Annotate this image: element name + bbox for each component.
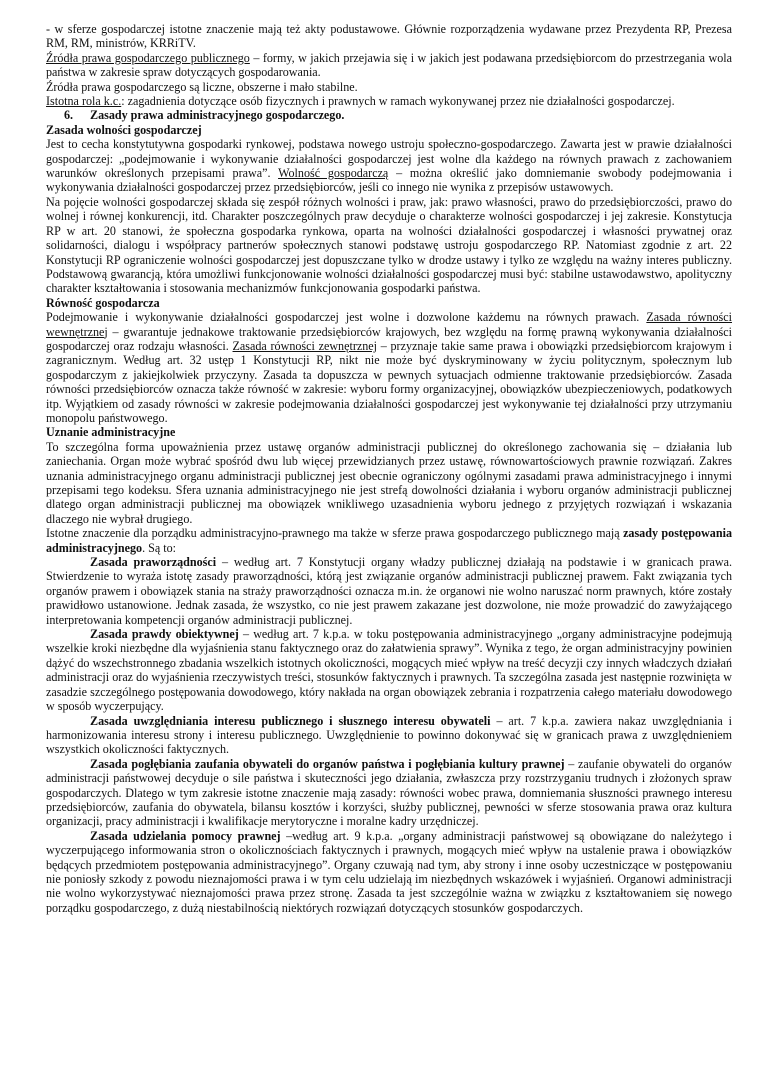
uznanie-heading: Uznanie administracyjne	[46, 425, 176, 440]
uznanie-paragraph-1: To szczególna forma upoważnienia przez ustawę organów administracji publicznej do określonego zachowania się – działania lub zaniechania. Organ może wybrać spośród dwu lub więcej przewidzianych przez ustawę, równowartościowych prawnie rozwiązań. Zakres uznania administracyjnego organu administracji publicznej jest obecnie ograniczony ogólnymi zasadami prawa administracyjnego i innymi przepisami tego kodeksu. Sfera uznania administracyjnego nie jest strefą dowolności działania i wyboru organów administracji publicznej dlatego organ administracji publicznej ma obowiązek wnikliwego uzasadnienia wyboru jednego z przyjętych rozwiązań i wskazania dlaczego nie wybrał drugiego.	[46, 439, 732, 526]
zasada-text: –według art. 9 k.p.a. „organy administracji państwowej są obowiązane do należytego i wyczerpującego informowania stron o okolicznościach faktycznych i prawnych, mogących mieć wpływ na ustalenie prawa i obowiązków będących przedmiotem postępowania administracyjnego”. Organy czuwają nad tym, aby strony i inne osoby uczestniczące w postępowaniu nie poniosły szkody z powodu nieznajomości prawa i w tym celu udzielają im niezbędnych wskazówek i wyjaśnień. Organowi administracji nie wolno wykorzystywać nieznajomości prawa przez stronę. Zasada ta jest szczególnie ważna w związku z kształtowaniem się nowego porządku gospodarczego, z dużą niestabilnością niektórych rozwiązań dotyczących stosunków gospodarczych.	[46, 828, 732, 915]
zasada-name: Zasada pogłębiania zaufania obywateli do organów państwa i pogłębiania kultury prawnej	[90, 756, 565, 771]
zasada-text: – art. 7 k.p.a. zawiera nakaz uwzględniania i harmonizowania interesu strony i interesu publicznego. Uwzględnienie to powinno dokonywać się w granicach prawa z uwzględnieniem wszystkich okoliczności faktycznych.	[46, 713, 732, 757]
zasada-name: Zasada praworządności	[90, 555, 217, 570]
rownosc-text-c: – przyznaje takie same prawa i obowiązki przedsiębiorcom krajowym i zagranicznym. Według art. 32 ustęp 1 Konstytucji RP, nikt nie może być dyskryminowany w życiu politycznym, społecznym lub gospodarczym z jakiejkolwiek przyczyny. Zasada ta dopuszcza w pewnych sytuacjach odmienne traktowanie przedsiębiorców. Zasada równości przedsiębiorców oznacza także równość w zakresie: wyboru formy organizacyjnej, obowiązków ubezpieczeniowych, podatkowych itp. Wyjątkiem od zasady równości w zakresie podejmowania działalności gospodarczej jest wykonywanie tej działalności przy utrzymaniu monopolu państwowego.	[46, 338, 733, 425]
wolnosc-paragraph-1	[46, 137, 732, 195]
wolnosc-paragraph-2: Na pojęcie wolności gospodarczej składa się zespół różnych wolności i praw, jak: prawo własności, prawo do przedsiębiorczości, prawo do wolnej i równej konkurencji, itd. Charakter poszczególnych praw decyduje o charakterze wolności gospodarczej i jej zakresie. Konstytucja RP w art. 20 stanowi, że społeczna gospodarka rynkowa, oparta na wolności działalności gospodarczej i własności prywatnej oraz solidarności, dialogu i współpracy partnerów społecznych stanowi podstawę ustroju gospodarczego RP. Natomiast zgodnie z art. 22 Konstytucji RP ograniczenie wolności gospodarczej jest dopuszczane tylko w drodze ustawy i tylko ze względu na ważny interes publiczny. Podstawową gwarancją, która umożliwi funkcjonowanie wolności działalności gospodarczej musi być: stabilne ustawodawstwo, apolityczny charakter kształtowania i stosowania mechanizmów funkcjonowania gospodarki państwa.	[46, 194, 732, 296]
rownosc-heading: Równość gospodarcza	[46, 295, 160, 310]
zasada-name: Zasada udzielania pomocy prawnej	[90, 828, 281, 843]
intro-rola-paragraph	[46, 94, 732, 108]
intro-zrodla-note: Źródła prawa gospodarczego są liczne, obszerne i mało stabilne.	[46, 79, 358, 94]
zasada-pomocy-prawnej	[46, 829, 732, 915]
rownosc-text-a: Podejmowanie i wykonywanie działalności gospodarczej jest wolne i dozwolone każdemu na równych prawach.	[46, 310, 647, 325]
rownosc-term-zewnetrzna: Zasada równości zewnętrznej	[232, 338, 377, 353]
zasada-prawdy-obiektywnej	[46, 627, 732, 713]
zasada-name: Zasada uwzględniania interesu publicznego i słusznego interesu obywateli	[90, 713, 491, 728]
intro-akty-podustawowe: - w sferze gospodarczej istotne znaczenie mają też akty podustawowe. Głównie rozporządzenia wydawane przez Prezydenta RP, Prezesa RM, RM, ministrów, KRRiTV.	[46, 22, 732, 51]
zrodla-term: Źródła prawa gospodarczego publicznego	[46, 50, 250, 65]
rola-definition: : zagadnienia dotyczące osób fizycznych i prawnych w ramach wykonywanej przez nie działalności gospodarczej.	[121, 94, 675, 109]
rownosc-paragraph	[46, 310, 732, 425]
uznanie-paragraph-2	[46, 526, 732, 555]
uznanie-bold-term: zasady postępowania administracyjnego	[46, 526, 732, 555]
section-number: 6.	[64, 108, 74, 123]
section-title: Zasady prawa administracyjnego gospodarczego.	[90, 108, 345, 123]
zasada-praworzadnosci	[46, 555, 732, 627]
wolnosc-text-a: Jest to cecha konstytutywna gospodarki rynkowej, podstawa nowego ustroju społeczno-gospodarczego. Zawarta jest w prawie działalności gospodarczej: „podejmowanie i wykonywanie działalności gospodarczej jest wolne dla każdego na równych prawach z zachowaniem warunków określonych przepisami prawa”.	[46, 137, 732, 181]
intro-zrodla-paragraph	[46, 51, 732, 80]
uznanie-text-a: Istotne znaczenie dla porządku administracyjno-prawnego ma także w sferze prawa gospodarczego publicznego mają	[46, 526, 624, 541]
wolnosc-term: Wolność gospodarczą	[278, 166, 389, 181]
wolnosc-heading: Zasada wolności gospodarczej	[46, 122, 202, 137]
zasada-name: Zasada prawdy obiektywnej	[90, 627, 239, 642]
section-6-heading	[46, 108, 732, 122]
uznanie-text-b: . Są to:	[142, 540, 177, 555]
rola-term: Istotna rola k.c.	[46, 94, 122, 109]
rownosc-term-wewnetrzna: Zasada równości wewnętrznej	[46, 310, 732, 339]
rownosc-text-b: – gwarantuje jednakowe traktowanie przedsiębiorców krajowych, bez względu na formę prawną wykonywania działalności gospodarczej oraz rodzaju własności.	[46, 324, 732, 353]
zasada-interesu-publicznego	[46, 714, 732, 757]
zasada-text: – według art. 7 Konstytucji organy władzy publicznej działają na podstawie i w granicach prawa. Stwierdzenie to wyraża istotę zasady praworządności, którą jest związanie organów administracji publicznej prawem. Fakt związania tych organów prawem i obowiązek stania na straży praworządności oznacza m.in. że organowi nie wolno naruszać norm prawnych, które zostały prawidłowo ustanowione. Jednak zasada, że wszystko, co nie jest prawem zakazane jest dozwolone, nie może prowadzić do zawyżającego interpretowania kompetencji organów administracji publicznej.	[46, 555, 732, 627]
zrodla-definition: – formy, w jakich przejawia się i w jakich jest podawana przedsiębiorcom do przestrzegania wola państwa w zakresie spraw dotyczących gospodarowania.	[46, 50, 732, 80]
zasada-zaufania-obywateli	[46, 757, 732, 829]
zasada-text: – według art. 7 k.p.a. w toku postępowania administracyjnego „organy administracyjne podejmują wszelkie kroki niezbędne dla wyjaśnienia stanu faktycznego oraz do załatwienia sprawy”. Wynika z tego, że organ administracyjny powinien dążyć do wszechstronnego zbadania wszelkich istotnych okoliczności, mogących mieć wpływ na treść decyzji czy innych władczych działań administracji oraz do wyjaśnienia rzeczywistych treści, stosunków faktycznych i prawnych. Ta szczególna zasada jest następnie rozwinięta w zasadzie szczególnego postępowania dowodowego, który nakłada na organ obowiązek zebrania i rozpatrzenia całego materiału dowodowego w sposób wyczerpujący.	[46, 627, 732, 714]
wolnosc-text-b: – można określić jako domniemanie swobody podejmowania i wykonywania działalności gospodarczej przez przedsiębiorców, jeśli co innego nie wynika z przepisów ustawowych.	[46, 166, 733, 195]
zasada-text: – zaufanie obywateli do organów administracji państwowej decyduje o sile państwa i skuteczności jego działania, zwłaszcza przy rozstrzyganiu trudnych i złożonych spraw gospodarczych. Dlatego w tym zakresie istotne znaczenie mają zasady: równości wobec prawa, domniemania słuszności prawnego interesu przedsiębiorców, zaufania do obywatela, bilansu kosztów i korzyści, służby publicznej, pewności w sferze stosowania prawa oraz kultura organizacji, pracy administracji i kwalifikacje merytoryczne i moralne kadry urzędniczej.	[46, 756, 733, 829]
